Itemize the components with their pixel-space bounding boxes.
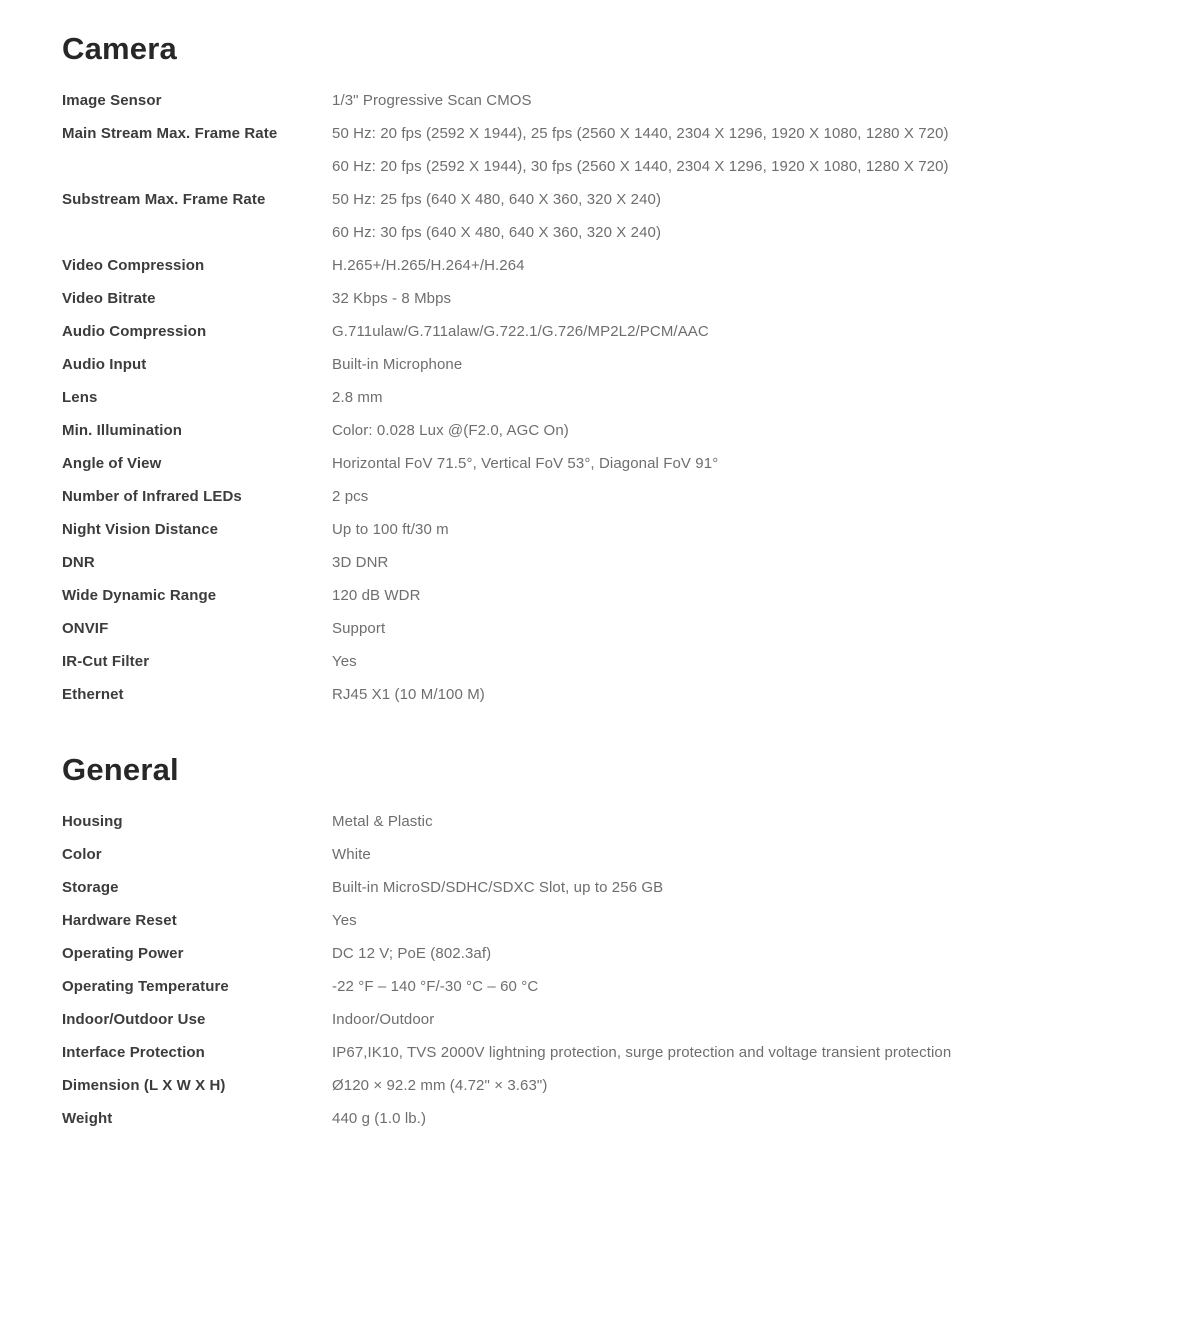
spec-values: [332, 805, 1138, 838]
spec-row: [62, 970, 1138, 1003]
spec-values: [332, 579, 1138, 612]
spec-label: Audio Input: [62, 356, 147, 373]
spec-values: [332, 678, 1138, 711]
spec-label: Indoor/Outdoor Use: [62, 1011, 206, 1028]
section-title: Camera: [62, 31, 177, 66]
spec-row: [62, 546, 1138, 579]
spec-row: [62, 249, 1138, 282]
spec-label: Image Sensor: [62, 92, 162, 109]
spec-label: Angle of View: [62, 455, 162, 472]
spec-value: Built-in Microphone: [332, 356, 463, 373]
spec-values: [332, 480, 1138, 513]
spec-rows: [62, 805, 1138, 1135]
spec-values: [332, 1036, 1138, 1069]
section-title: General: [62, 752, 179, 787]
spec-values: [332, 348, 1138, 381]
spec-label: Video Compression: [62, 257, 205, 274]
spec-values: [332, 937, 1138, 970]
spec-values: [332, 1069, 1138, 1102]
spec-value: 1/3" Progressive Scan CMOS: [332, 92, 532, 109]
spec-value: Built-in MicroSD/SDHC/SDXC Slot, up to 256 GB: [332, 879, 664, 896]
spec-label: Number of Infrared LEDs: [62, 488, 242, 505]
spec-values: [332, 1003, 1138, 1036]
spec-label: Ethernet: [62, 686, 124, 703]
spec-row: [62, 612, 1138, 645]
spec-row: [62, 838, 1138, 871]
spec-row: [62, 480, 1138, 513]
spec-value: 60 Hz: 20 fps (2592 X 1944), 30 fps (2560 X 1440, 2304 X 1296, 1920 X 1080, 1280 X 720): [332, 158, 949, 175]
spec-label: Wide Dynamic Range: [62, 587, 217, 604]
spec-value: -22 °F – 140 °F/-30 °C – 60 °C: [332, 978, 539, 995]
spec-label: Operating Power: [62, 945, 184, 962]
spec-value: Support: [332, 620, 386, 637]
spec-label: ONVIF: [62, 620, 109, 637]
spec-label: Lens: [62, 389, 98, 406]
spec-value: 3D DNR: [332, 554, 389, 571]
spec-value: 60 Hz: 30 fps (640 X 480, 640 X 360, 320 X 240): [332, 224, 662, 241]
spec-label: Audio Compression: [62, 323, 207, 340]
spec-row: [62, 579, 1138, 612]
spec-section: [62, 30, 1138, 711]
spec-section: [62, 751, 1138, 1135]
spec-row: [62, 1102, 1138, 1135]
spec-value: Horizontal FoV 71.5°, Vertical FoV 53°, Diagonal FoV 91°: [332, 455, 719, 472]
spec-value: 2.8 mm: [332, 389, 383, 406]
spec-value: 120 dB WDR: [332, 587, 421, 604]
spec-value: Color: 0.028 Lux @(F2.0, AGC On): [332, 422, 569, 439]
spec-label: Hardware Reset: [62, 912, 177, 929]
spec-values: [332, 546, 1138, 579]
spec-row: [62, 871, 1138, 904]
spec-label: DNR: [62, 554, 95, 571]
spec-values: [332, 84, 1138, 117]
spec-row: [62, 447, 1138, 480]
spec-label: Weight: [62, 1110, 113, 1127]
spec-row: [62, 381, 1138, 414]
spec-value: 32 Kbps - 8 Mbps: [332, 290, 452, 307]
spec-row: [62, 937, 1138, 970]
spec-values: [332, 871, 1138, 904]
spec-values: [332, 381, 1138, 414]
spec-row: [62, 1036, 1138, 1069]
spec-row: [62, 513, 1138, 546]
spec-rows: [62, 84, 1138, 711]
spec-value: Ø120 × 92.2 mm (4.72" × 3.63"): [332, 1077, 548, 1094]
spec-label: Video Bitrate: [62, 290, 156, 307]
spec-value: RJ45 X1 (10 M/100 M): [332, 686, 485, 703]
spec-row: [62, 645, 1138, 678]
spec-values: [332, 612, 1138, 645]
spec-values: [332, 447, 1138, 480]
spec-values: [332, 414, 1138, 447]
spec-row: [62, 805, 1138, 838]
spec-values: [332, 645, 1138, 678]
spec-value: Indoor/Outdoor: [332, 1011, 435, 1028]
spec-value: Yes: [332, 653, 357, 670]
spec-values: [332, 249, 1138, 282]
spec-value: 2 pcs: [332, 488, 369, 505]
spec-row: [62, 1003, 1138, 1036]
spec-row: [62, 348, 1138, 381]
spec-values: [332, 838, 1138, 871]
spec-label: Operating Temperature: [62, 978, 229, 995]
spec-value: G.711ulaw/G.711alaw/G.722.1/G.726/MP2L2/PCM/AAC: [332, 323, 709, 340]
spec-value: 50 Hz: 25 fps (640 X 480, 640 X 360, 320 X 240): [332, 191, 662, 208]
spec-row: [62, 183, 1138, 249]
spec-label: Dimension (L X W X H): [62, 1077, 226, 1094]
spec-value: 50 Hz: 20 fps (2592 X 1944), 25 fps (2560 X 1440, 2304 X 1296, 1920 X 1080, 1280 X 720): [332, 125, 949, 142]
spec-row: [62, 678, 1138, 711]
spec-value: 440 g (1.0 lb.): [332, 1110, 427, 1127]
spec-values: [332, 513, 1138, 546]
spec-values: [332, 1102, 1138, 1135]
spec-label: Housing: [62, 813, 123, 830]
spec-label: Color: [62, 846, 102, 863]
spec-label: Main Stream Max. Frame Rate: [62, 125, 278, 142]
spec-row: [62, 1069, 1138, 1102]
spec-values: [332, 183, 1138, 249]
spec-values: [332, 117, 1138, 183]
spec-row: [62, 414, 1138, 447]
spec-label: Min. Illumination: [62, 422, 183, 439]
spec-values: [332, 315, 1138, 348]
spec-row: [62, 84, 1138, 117]
spec-row: [62, 282, 1138, 315]
spec-label: Storage: [62, 879, 119, 896]
spec-label: Night Vision Distance: [62, 521, 219, 538]
spec-row: [62, 904, 1138, 937]
spec-label: Substream Max. Frame Rate: [62, 191, 266, 208]
spec-values: [332, 970, 1138, 1003]
spec-label: IR-Cut Filter: [62, 653, 150, 670]
spec-values: [332, 904, 1138, 937]
spec-value: White: [332, 846, 371, 863]
spec-value: DC 12 V; PoE (802.3af): [332, 945, 492, 962]
spec-value: Up to 100 ft/30 m: [332, 521, 449, 538]
spec-value: Yes: [332, 912, 357, 929]
spec-row: [62, 315, 1138, 348]
spec-value: H.265+/H.265/H.264+/H.264: [332, 257, 525, 274]
spec-row: [62, 117, 1138, 183]
spec-values: [332, 282, 1138, 315]
spec-value: IP67,IK10, TVS 2000V lightning protection, surge protection and voltage transient protection: [332, 1044, 952, 1061]
spec-value: Metal & Plastic: [332, 813, 433, 830]
spec-label: Interface Protection: [62, 1044, 205, 1061]
